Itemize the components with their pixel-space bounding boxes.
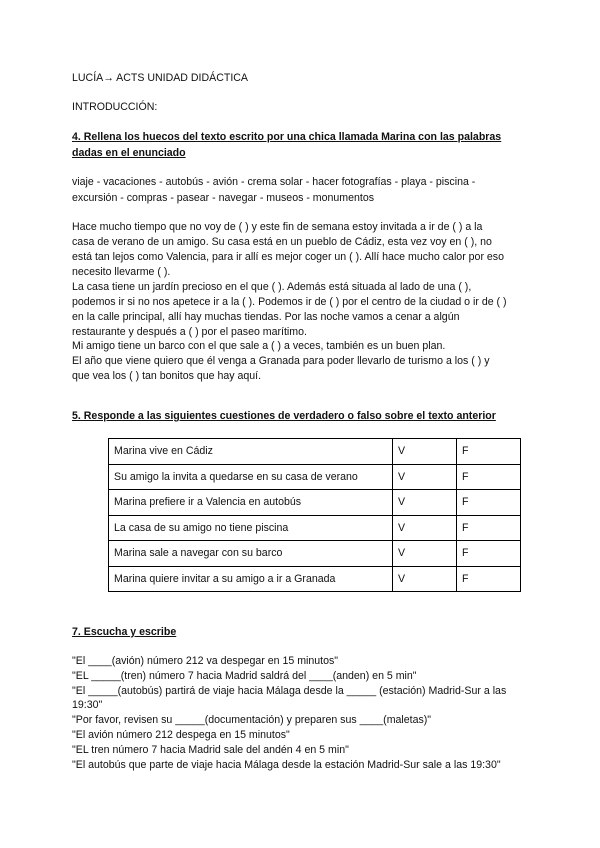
true-option-cell[interactable]: V bbox=[393, 541, 457, 567]
section4-heading-line-2: dadas en el enunciado bbox=[72, 147, 186, 159]
paragraph-line: que vea los ( ) tan bonitos que hay aquí. bbox=[72, 370, 262, 382]
dictation-line: "EL _____(tren) número 7 hacia Madrid saldrá del ____(anden) en 5 min" bbox=[72, 670, 417, 682]
statement-cell: Marina vive en Cádiz bbox=[109, 439, 393, 465]
dictation-line: "El autobús que parte de viaje hacia Málaga desde la estación Madrid-Sur sale a las 19:30" bbox=[72, 759, 501, 771]
table-row bbox=[109, 541, 521, 567]
paragraph-line: Hace mucho tiempo que no voy de ( ) y este fin de semana estoy invitada a ir de ( ) a la bbox=[72, 221, 483, 233]
dictation-line: "El _____(autobús) partirá de viaje hacia Málaga desde la _____ (estación) Madrid-Sur a las bbox=[72, 685, 507, 697]
dictation-line: "Por favor, revisen su _____(documentación) y preparen sus ____(maletas)" bbox=[72, 714, 432, 726]
false-option-cell[interactable]: F bbox=[457, 490, 521, 516]
true-option-cell[interactable]: V bbox=[393, 439, 457, 465]
section7-heading: 7. Escucha y escribe bbox=[72, 626, 177, 638]
paragraph-line: restaurante y después a ( ) por el paseo marítimo. bbox=[72, 326, 307, 338]
document-title: LUCÍA→ ACTS UNIDAD DIDÁCTICA bbox=[72, 72, 248, 84]
true-option-cell[interactable]: V bbox=[393, 464, 457, 490]
statement-cell: Su amigo la invita a quedarse en su casa de verano bbox=[109, 464, 393, 490]
section5-heading: 5. Responde a las siguientes cuestiones de verdadero o falso sobre el texto anterior bbox=[72, 410, 496, 422]
statement-cell: Marina sale a navegar con su barco bbox=[109, 541, 393, 567]
true-option-cell[interactable]: V bbox=[393, 490, 457, 516]
false-option-cell[interactable]: F bbox=[457, 541, 521, 567]
intro-label: INTRODUCCIÓN: bbox=[72, 101, 158, 113]
table-row bbox=[109, 490, 521, 516]
false-option-cell[interactable]: F bbox=[457, 515, 521, 541]
dictation-line: 19:30" bbox=[72, 699, 103, 711]
section4-heading-line-1: 4. Rellena los huecos del texto escrito por una chica llamada Marina con las palabras bbox=[72, 131, 502, 143]
paragraph-line: El año que viene quiero que él venga a Granada para poder llevarlo de turismo a los ( ) y bbox=[72, 355, 490, 367]
paragraph-line: está tan lejos como Valencia, para ir allí es mejor coger un ( ). Allí hace mucho calor por eso bbox=[72, 251, 504, 263]
word-list-line: viaje - vacaciones - autobús - avión - crema solar - hacer fotografías - playa - piscina - bbox=[72, 176, 476, 188]
paragraph-line: podemos ir si no nos apetece ir a la ( ). Podemos ir de ( ) por el centro de la ciudad o ir de ( ) bbox=[72, 296, 507, 308]
table-row bbox=[109, 515, 521, 541]
false-option-cell[interactable]: F bbox=[457, 464, 521, 490]
true-option-cell[interactable]: V bbox=[393, 566, 457, 592]
table-row bbox=[109, 439, 521, 465]
dictation-line: "El avión número 212 despega en 15 minutos" bbox=[72, 729, 290, 741]
word-list-line: excursión - compras - pasear - navegar - museos - monumentos bbox=[72, 192, 375, 204]
statement-cell: La casa de su amigo no tiene piscina bbox=[109, 515, 393, 541]
true-option-cell[interactable]: V bbox=[393, 515, 457, 541]
table-row bbox=[109, 464, 521, 490]
statement-cell: Marina prefiere ir a Valencia en autobús bbox=[109, 490, 393, 516]
paragraph-line: Mi amigo tiene un barco con el que sale a ( ) a veces, también es un buen plan. bbox=[72, 340, 446, 352]
paragraph-line: en la calle principal, allí hay muchas tiendas. Por las noche vamos a cenar a algún bbox=[72, 311, 460, 323]
dictation-line: "EL tren número 7 hacia Madrid sale del andén 4 en 5 min" bbox=[72, 744, 349, 756]
dictation-line: "El ____(avión) número 212 va despegar en 15 minutos" bbox=[72, 655, 339, 667]
paragraph-line: necesito llevarme ( ). bbox=[72, 266, 171, 278]
statement-cell: Marina quiere invitar a su amigo a ir a Granada bbox=[109, 566, 393, 592]
table-row bbox=[109, 566, 521, 592]
false-option-cell[interactable]: F bbox=[457, 439, 521, 465]
paragraph-line: La casa tiene un jardín precioso en el que ( ). Además está situada al lado de una ( ), bbox=[72, 281, 472, 293]
false-option-cell[interactable]: F bbox=[457, 566, 521, 592]
true-false-table bbox=[108, 438, 521, 592]
paragraph-line: casa de verano de un amigo. Su casa está en un pueblo de Cádiz, esta vez voy en ( ), no bbox=[72, 236, 492, 248]
